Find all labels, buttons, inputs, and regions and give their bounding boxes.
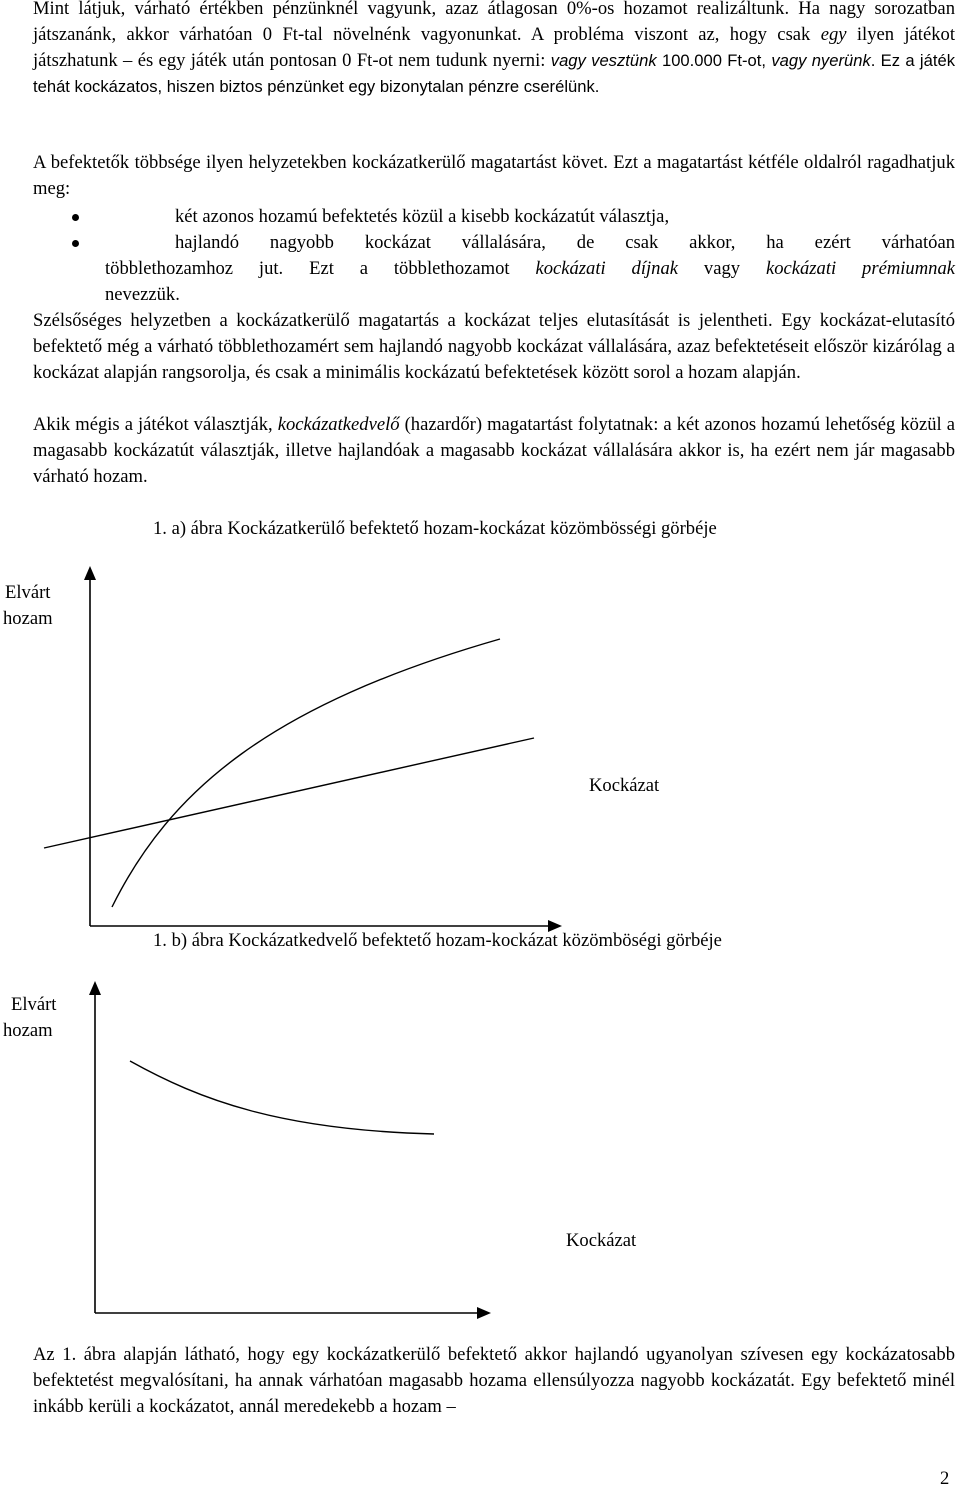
figure-a-x-label: Kockázat [589,775,660,796]
text-run: Akik mégis a játékot választják, [33,414,278,435]
x-axis-arrow-icon [477,1307,491,1319]
text-run-italic: kockázati díjnak [535,258,679,279]
figure-a-caption: 1. a) ábra Kockázatkerülő befektető hozam-kockázat közömbösségi görbéje [153,518,717,539]
paragraph-conclusion: Az 1. ábra alapján látható, hogy egy kockázatkerülő befektető akkor hajlandó ugyanolyan szívesen egy kockázatosabb befektetést megvalósítani, ha annak várhatóan magasabb hozama ellensúlyozza nagyobb kockázatát. Egy befektető minél inkább kerüli a kockázatot, annál meredekebb a hozam – [33,1344,955,1417]
paragraph-risk-averse: A befektetők többsége ilyen helyzetekben kockázatkerülő magatartást követ. Ezt a magatartást kétféle oldalról ragadhatjuk meg: [33,152,955,199]
text-run-italic: vagy nyerünk [771,51,871,70]
text-run-italic: kockázatkedvelő [277,414,400,435]
text-run-italic: egy [820,24,847,45]
bullet-item-2-cont [105,256,955,282]
bullet-item-1: két azonos hozamú befektetés közül a kisebb kockázatút választja, [175,206,670,227]
indifference-curve [112,639,500,907]
text-run: (hazardőr) magatartást folytatnak: a két azonos hozamú lehetőség közül a magasabb kockázatút választják, illetve hajlandóak a magasabb kockázat vállalására akkor is, ha ezért nem jár magasabb várható hozam. [33,414,955,487]
paragraph-intro [33,0,955,100]
paragraph-risk-rejection: Szélsőséges helyzetben a kockázatkerülő magatartás a kockázat teljes elutasítását is jelentheti. Egy kockázat-elutasító befektető még a várható többlethozamért sem hajlandó nagyobb kockázat vállalására, azaz befektetéseit először kizárólag a kockázat alapján rangsorolja, és csak a minimális kockázatú befektetések között sorol a hozam alapján. [33,310,955,383]
bullet-dot [72,214,79,221]
text-run: többlethozamhoz jut. Ezt a többlethozamot [105,258,536,279]
bullet-dot [72,240,79,247]
text-run: 100.000 Ft-ot, [656,51,772,70]
y-axis-arrow-icon [84,566,96,580]
text-run: ilyen játékot játszhatunk – és egy játék után pontosan 0 Ft-ot nem tudunk nyerni: [33,24,955,71]
figure-b-y-label: hozam [3,1020,53,1041]
text-run: Mint látjuk, várható értékben pénzünknél vagyunk, azaz átlagosan 0%-os hozamot realizáltunk. Ha nagy sorozatban játszanánk, akkor várhatóan 0 Ft-tal növelnénk vagyonunkat. A probléma viszont az, hogy csak [33,0,955,45]
figure-b-diagram [0,970,960,1350]
figure-a-diagram [0,560,960,960]
text-run: . Ez a játék tehát kockázatos, hiszen biztos pénzünket egy bizonytalan pénzre cserélünk. [33,51,955,96]
paragraph-risk-seeking [33,412,955,490]
figure-a-y-label: hozam [3,608,53,629]
figure-b-x-label: Kockázat [566,1230,637,1251]
figure-a-y-label: Elvárt [5,582,51,603]
y-axis-arrow-icon [89,981,101,995]
text-run: vagy [678,258,766,279]
indifference-line [44,738,534,848]
text-run-italic: kockázati prémiumnak [765,258,955,279]
figure-b-caption: 1. b) ábra Kockázatkedvelő befektető hozam-kockázat közömböségi görbéje [153,930,722,951]
bullet-item-2-end: nevezzük. [105,284,180,305]
text-run-italic: vagy vesztünk [550,51,657,70]
page-number: 2 [940,1468,950,1489]
bullet-item-2: hajlandó nagyobb kockázat vállalására, de csak akkor, ha ezért várhatóan [175,232,955,253]
indifference-curve [130,1061,434,1134]
figure-b-y-label: Elvárt [11,994,57,1015]
